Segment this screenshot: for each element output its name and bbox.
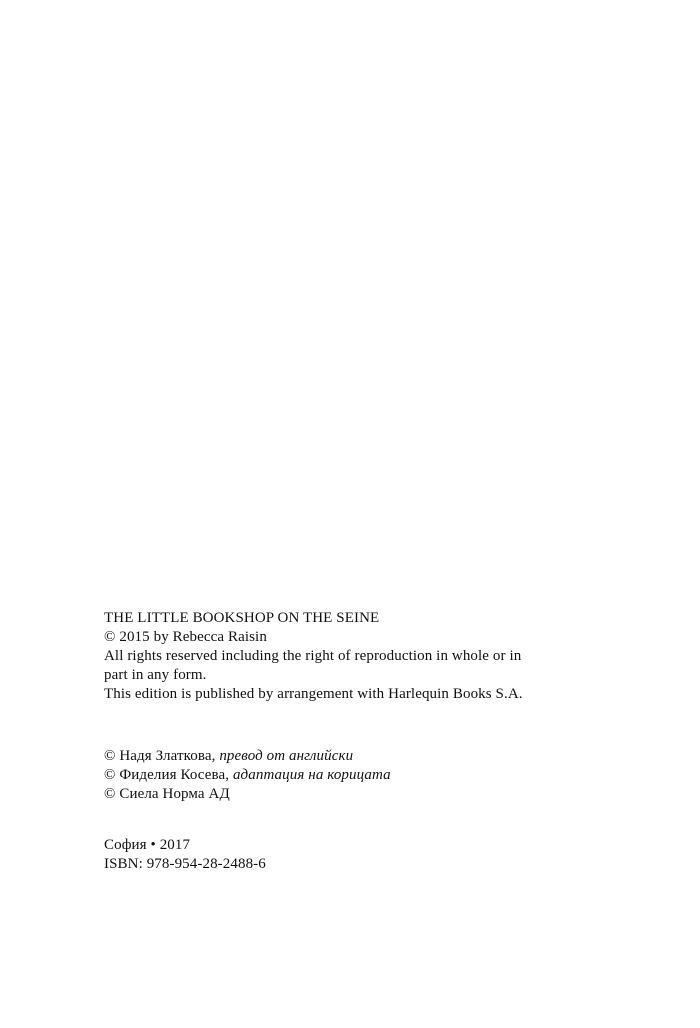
isbn: ISBN: 978-954-28-2488-6: [104, 856, 266, 872]
credit-publisher-name: © Сиела Норма АД: [104, 786, 230, 802]
credits-block: [104, 747, 624, 804]
place-year: София • 2017: [104, 837, 191, 853]
credit-translator-role: превод от английски: [219, 748, 354, 764]
credit-cover-role: адаптация на корицата: [232, 767, 391, 783]
credit-translator-name: © Надя Златкова,: [104, 748, 220, 764]
copyright-notice: © 2015 by Rebecca Raisin: [104, 629, 267, 645]
credit-publisher: [104, 785, 624, 804]
credit-translator: [104, 747, 624, 766]
rights-statement-line-2: part in any form.: [104, 667, 207, 683]
credit-cover: [104, 766, 624, 785]
credit-cover-name: © Фиделия Косева,: [104, 767, 233, 783]
rights-statement-line-1: All rights reserved including the right of reproduction in whole or in: [104, 648, 522, 664]
arrangement-notice: This edition is published by arrangement with Harlequin Books S.A.: [104, 686, 523, 702]
original-title: THE LITTLE BOOKSHOP ON THE SEINE: [104, 610, 380, 626]
copyright-block: [104, 609, 624, 704]
imprint-block: [104, 836, 624, 874]
